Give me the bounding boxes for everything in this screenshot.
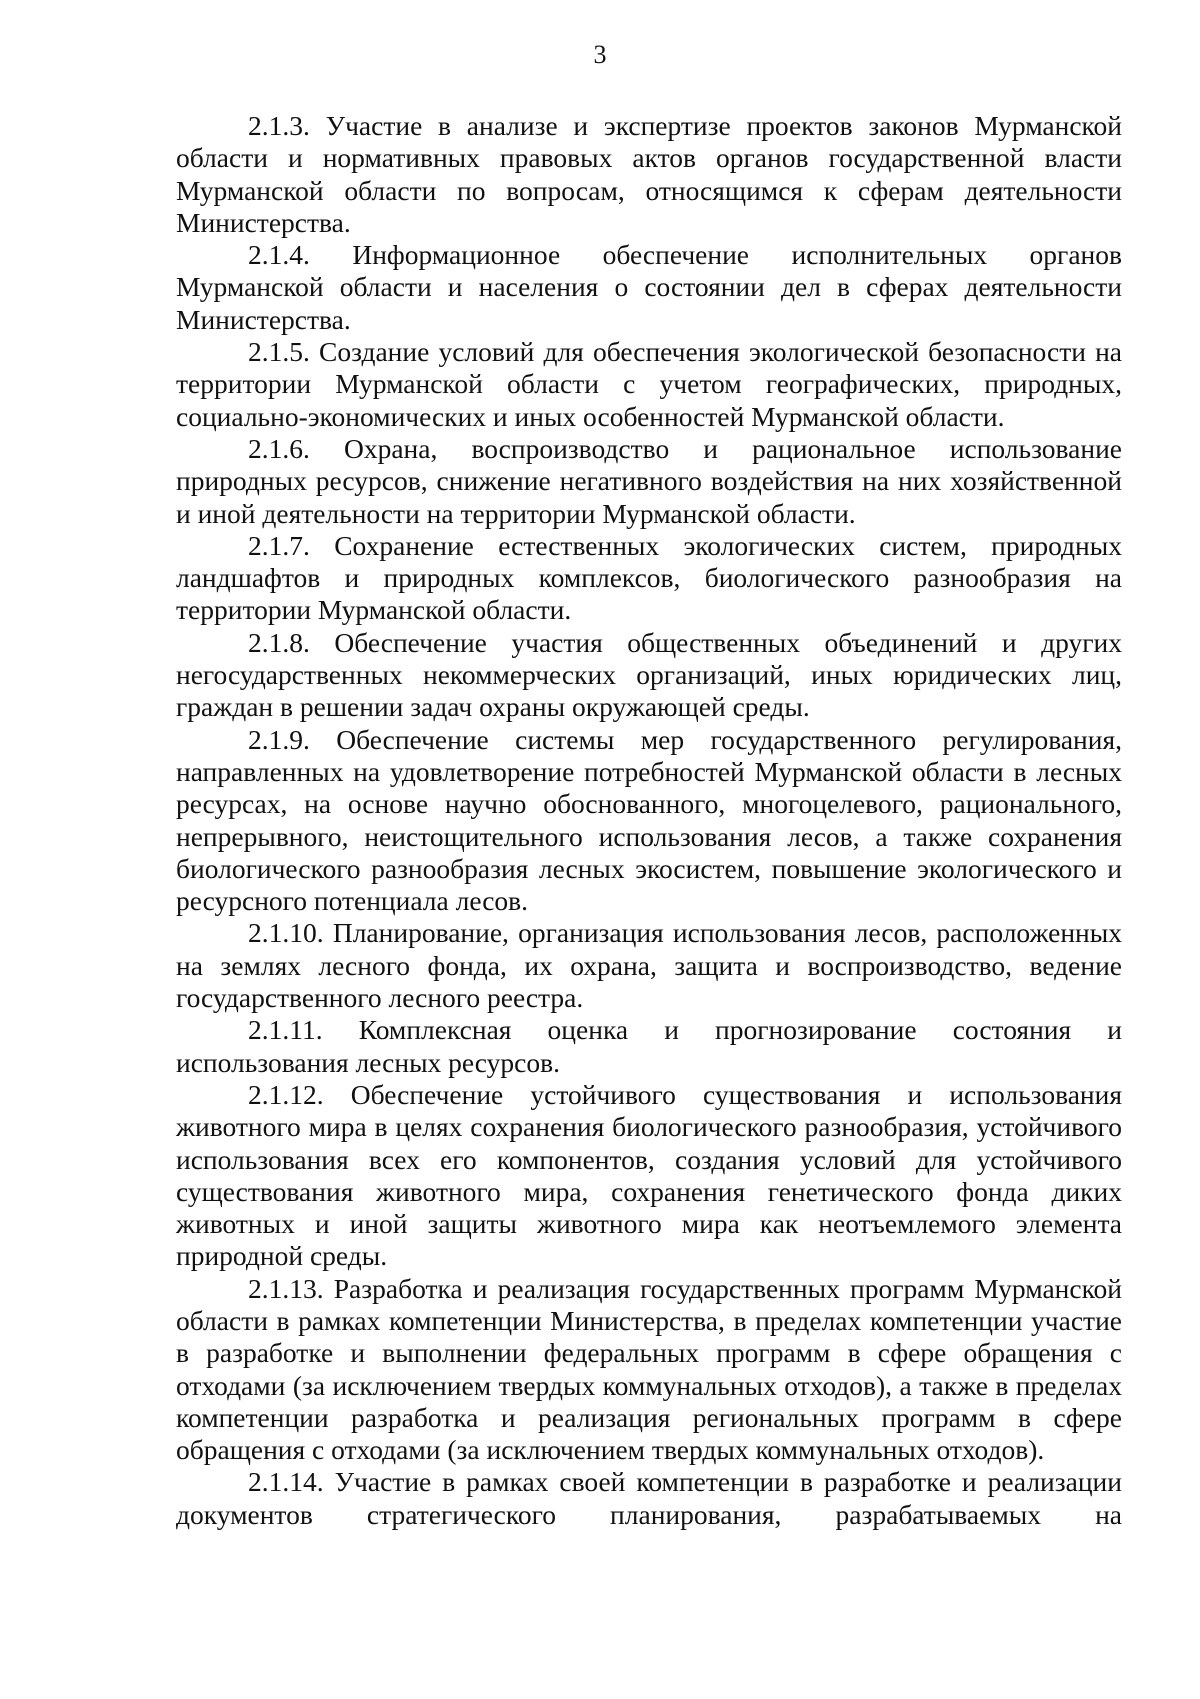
document-body <box>176 110 1122 1531</box>
paragraph-2-1-14: 2.1.14. Участие в рамках своей компетенции в разработке и реализации документов стратегического планирования, разрабатываемых на <box>176 1466 1122 1530</box>
page-number: 3 <box>593 40 607 69</box>
paragraph-2-1-12: 2.1.12. Обеспечение устойчивого существования и использования животного мира в целях сохранения биологического разнообразия, устойчивого использования всех его компонентов, создания условий для устойчивого существования животного мира, сохранения генетического фонда диких животных и иной защиты животного мира как неотъемлемого элемента природной среды. <box>176 1078 1122 1272</box>
paragraph-2-1-11: 2.1.11. Комплексная оценка и прогнозирование состояния и использования лесных ресурсов. <box>176 1014 1122 1078</box>
paragraph-2-1-10: 2.1.10. Планирование, организация использования лесов, расположенных на землях лесного фонда, их охрана, защита и воспроизводство, ведение государственного лесного реестра. <box>176 917 1122 1014</box>
paragraph-2-1-6: 2.1.6. Охрана, воспроизводство и рациональное использование природных ресурсов, снижение негативного воздействия на них хозяйственной и иной деятельности на территории Мурманской области. <box>176 432 1122 529</box>
paragraph-2-1-5: 2.1.5. Создание условий для обеспечения экологической безопасности на территории Мурманской области с учетом географических, природных, социально-экономических и иных особенностей Мурманской области. <box>176 336 1122 432</box>
paragraph-2-1-8: 2.1.8. Обеспечение участия общественных объединений и других негосударственных некоммерческих организаций, иных юридических лиц, граждан в решении задач охраны окружающей среды. <box>176 626 1122 723</box>
paragraph-2-1-4: 2.1.4. Информационное обеспечение исполнительных органов Мурманской области и населения о состоянии дел в сферах деятельности Министерства. <box>176 239 1122 335</box>
paragraph-2-1-3: 2.1.3. Участие в анализе и экспертизе проектов законов Мурманской области и нормативных правовых актов органов государственной власти Мурманской области по вопросам, относящимся к сферам деятельности Министерства. <box>176 110 1122 238</box>
paragraph-2-1-9: 2.1.9. Обеспечение системы мер государственного регулирования, направленных на удовлетворение потребностей Мурманской области в лесных ресурсах, на основе научно обоснованного, многоцелевого, рационального, непрерывного, неистощительного использования лесов, а также сохранения биологического разнообразия лесных экосистем, повышение экологического и ресурсного потенциала лесов. <box>176 723 1122 917</box>
paragraph-2-1-13: 2.1.13. Разработка и реализация государственных программ Мурманской области в рамках компетенции Министерства, в пределах компетенции участие в разработке и выполнении федеральных программ в сфере обращения с отходами (за исключением твердых коммунальных отходов), а также в пределах компетенции разработка и реализация региональных программ в сфере обращения с отходами (за исключением твердых коммунальных отходов). <box>176 1272 1122 1466</box>
paragraph-2-1-7: 2.1.7. Сохранение естественных экологических систем, природных ландшафтов и природных комплексов, биологического разнообразия на территории Мурманской области. <box>176 529 1122 626</box>
